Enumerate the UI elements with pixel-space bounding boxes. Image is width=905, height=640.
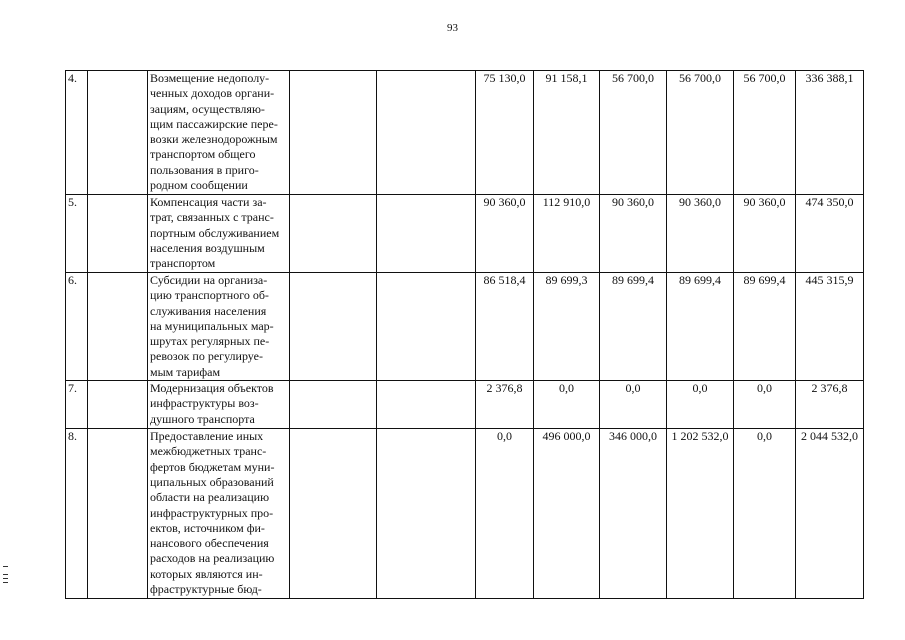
- empty-cell: [290, 381, 377, 429]
- binding-mark: [3, 566, 8, 567]
- empty-cell: [88, 429, 148, 599]
- measure-name: [148, 195, 290, 273]
- total-cell: 474 350,0: [796, 195, 864, 273]
- table-row: [66, 195, 864, 273]
- empty-cell: [290, 429, 377, 599]
- empty-cell: [290, 273, 377, 381]
- value-cell: 0,0: [734, 381, 796, 429]
- row-number: 7.: [66, 381, 88, 429]
- value-cell: 86 518,4: [476, 273, 534, 381]
- table-row: [66, 381, 864, 429]
- row-number: 8.: [66, 429, 88, 599]
- row-number: 5.: [66, 195, 88, 273]
- value-cell: 496 000,0: [534, 429, 600, 599]
- binding-mark: [3, 582, 8, 583]
- value-cell: 1 202 532,0: [667, 429, 734, 599]
- measure-name: [148, 381, 290, 429]
- empty-cell: [290, 71, 377, 195]
- value-cell: 56 700,0: [667, 71, 734, 195]
- measure-name-text: Модернизация объектов инфраструктуры воз- душного транспорта: [150, 381, 274, 426]
- empty-cell: [377, 71, 476, 195]
- empty-cell: [88, 195, 148, 273]
- empty-cell: [88, 273, 148, 381]
- empty-cell: [377, 195, 476, 273]
- binding-mark: [3, 574, 8, 575]
- value-cell: 56 700,0: [734, 71, 796, 195]
- total-cell: 336 388,1: [796, 71, 864, 195]
- table-row: [66, 71, 864, 195]
- measure-name-text: Субсидии на организа- цию транспортного об- служивания населения на муниципальных мар- шрутах регулярных пе- ревозок по регулируе- мым тарифам: [150, 273, 274, 379]
- value-cell: 0,0: [600, 381, 667, 429]
- value-cell: 0,0: [534, 381, 600, 429]
- total-cell: 2 376,8: [796, 381, 864, 429]
- value-cell: 2 376,8: [476, 381, 534, 429]
- value-cell: 89 699,4: [600, 273, 667, 381]
- value-cell: 56 700,0: [600, 71, 667, 195]
- row-number: 6.: [66, 273, 88, 381]
- value-cell: 90 360,0: [600, 195, 667, 273]
- value-cell: 0,0: [734, 429, 796, 599]
- measure-name-text: Предоставление иных межбюджетных транс- фертов бюджетам муни- ципальных образований области на реализацию инфраструктурных про- ектов, источником фи- нансового обеспечения расходов на реализацию которых являются ин- фраструктурные бюд-: [150, 429, 275, 597]
- value-cell: 89 699,4: [667, 273, 734, 381]
- measure-name: [148, 71, 290, 195]
- measure-name: [148, 273, 290, 381]
- empty-cell: [88, 381, 148, 429]
- value-cell: 90 360,0: [734, 195, 796, 273]
- value-cell: 0,0: [667, 381, 734, 429]
- row-number: 4.: [66, 71, 88, 195]
- table-row: [66, 273, 864, 381]
- total-cell: 2 044 532,0: [796, 429, 864, 599]
- value-cell: 75 130,0: [476, 71, 534, 195]
- budget-table: [65, 70, 864, 599]
- value-cell: 89 699,4: [734, 273, 796, 381]
- value-cell: 91 158,1: [534, 71, 600, 195]
- measure-name-text: Компенсация части за- трат, связанных с транс- портным обслуживанием населения воздушным транспортом: [150, 195, 280, 271]
- table-row: [66, 429, 864, 599]
- empty-cell: [290, 195, 377, 273]
- value-cell: 0,0: [476, 429, 534, 599]
- total-cell: 445 315,9: [796, 273, 864, 381]
- binding-mark: [3, 578, 8, 579]
- measure-name: [148, 429, 290, 599]
- empty-cell: [377, 273, 476, 381]
- page-number: 93: [447, 22, 458, 34]
- measure-name-text: Возмещение недополу- ченных доходов органи- зациям, осуществляю- щим пассажирские пере- возки железнодорожным транспортом общего пользования в приго- родном сообщении: [150, 71, 278, 193]
- value-cell: 90 360,0: [476, 195, 534, 273]
- empty-cell: [88, 71, 148, 195]
- empty-cell: [377, 381, 476, 429]
- value-cell: 90 360,0: [667, 195, 734, 273]
- value-cell: 112 910,0: [534, 195, 600, 273]
- value-cell: 89 699,3: [534, 273, 600, 381]
- empty-cell: [377, 429, 476, 599]
- value-cell: 346 000,0: [600, 429, 667, 599]
